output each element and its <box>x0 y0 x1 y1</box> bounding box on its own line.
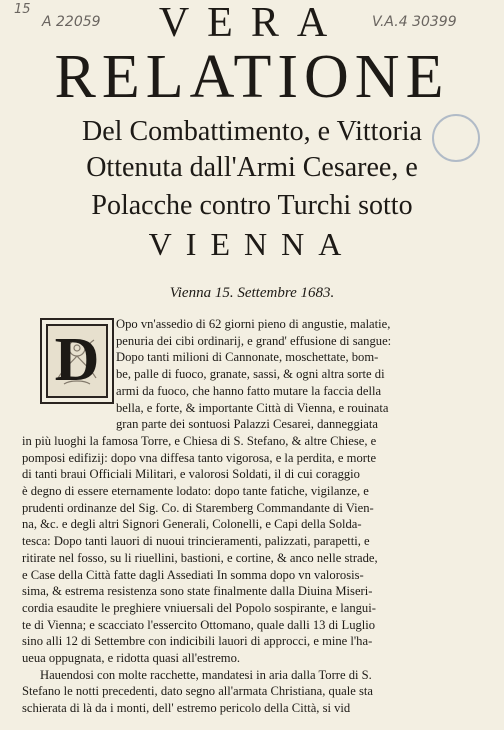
body-line: di tanti braui Officiali Militari, e valorosi Soldati, il di cui coraggio <box>22 467 360 482</box>
library-stamp <box>432 114 480 162</box>
handwritten-shelfmark-right: V.A.4 30399 <box>372 14 457 30</box>
body-line: è degno di essere eternamente lodato: dopo tante fatiche, vigilanze, e <box>22 484 369 498</box>
body-line: tesca: Dopo tanti lauori di nuoui trincieramenti, palizzati, parapetti, e <box>22 534 370 549</box>
subtitle-line-3: Polacche contro Turchi sotto <box>91 190 413 221</box>
body-line: na, &c. e degli altri Signori Generali, Colonelli, e Capi della Solda- <box>22 517 362 532</box>
body-line: Hauendosi con molte racchette, mandatesi in aria dalla Torre di S. <box>40 667 372 682</box>
title-vera: VERA <box>158 0 346 46</box>
dateline: Vienna 15. Settembre 1683. <box>169 285 335 301</box>
body-line: gran parte dei sontuosi Palazzi Cesarei, danneggiata <box>116 417 378 432</box>
body-line: sima, & estrema resistenza sono state finalmente dalla Diuina Miseri- <box>22 584 373 599</box>
subtitle-line-1: Del Combattimento, e Vittoria <box>82 116 422 147</box>
decorated-initial <box>40 318 114 404</box>
body-line: be, palle di fuoco, granate, sassi, & ogni altra sorte di <box>116 367 385 382</box>
body-line: cordia esaudite le preghiere vniuersali del Popolo sospirante, e langui- <box>22 600 376 615</box>
body-line: in più luoghi la famosa Torre, e Chiesa di S. Stefano, & altre Chiese, e <box>22 433 377 448</box>
body-line: Stefano le notti precedenti, dato segno all'armata Christiana, quale sta <box>22 684 373 699</box>
body-line: Opo vn'assedio di 62 giorni pieno di angustie, malatie, <box>116 317 391 331</box>
body-line: armi da fuoco, che hanno fatto mutare la faccia della <box>116 383 382 398</box>
subtitle-line-2: Ottenuta dall'Armi Cesaree, e <box>86 152 418 183</box>
body-line: pomposi edifizij: dopo vna diffesa tanto vigorosa, e la perdita, e morte <box>22 450 377 465</box>
body-line: bella, e forte, & importante Città di Vienna, e rouinata <box>116 400 389 415</box>
body-line: e Case della Città fatte dagli Assediati In somma dopo vn valorosis- <box>22 567 364 582</box>
body-line: schierata di là da i monti, dell' estremo pericolo della Città, si vid <box>22 701 351 716</box>
handwritten-shelfmark-left: A 22059 <box>42 14 101 30</box>
body-line: penuria dei cibi ordinarij, e grand' effusione di sangue: <box>116 333 392 348</box>
title-vienna: VIENNA <box>148 226 356 262</box>
initial-letter: D <box>54 326 100 394</box>
body-line: prudenti ordinanze del Sig. Co. di Staremberg Commandante di Vien- <box>22 500 374 515</box>
body-line: sino alli 12 di Settembre con indicibili lauori di approcci, e mine l'ha- <box>22 634 373 649</box>
body-line: Dopo tanti milioni di Cannonate, moschettate, bom- <box>116 350 379 365</box>
body-line: te di Vienna; e scacciato l'essercito Ottomano, quale dalli 13 di Luglio <box>22 617 376 632</box>
body-line: ueua oppugnata, e ridotta quasi all'estremo. <box>22 651 241 665</box>
body-line: ritirate nel fosso, su li riuellini, bastioni, e cortine, & anco nelle strade, <box>22 550 378 565</box>
handwritten-mark: 15 <box>14 2 31 17</box>
title-relatione: RELATIONE <box>54 43 450 111</box>
